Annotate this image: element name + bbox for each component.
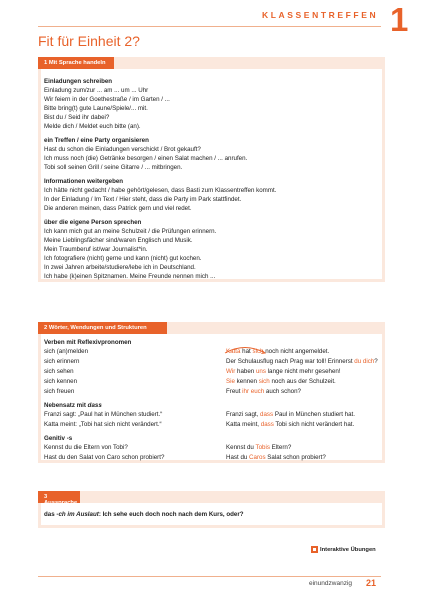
text-segment: Tobi sich nicht verändert hat. xyxy=(273,420,355,428)
group-heading: ein Treffen / eine Party organisieren xyxy=(44,136,149,144)
reflexive-example xyxy=(226,368,341,377)
reflexive-verb: sich kennen xyxy=(44,377,78,385)
text-segment: : Ich sehe euch doch noch nach dem Kurs, oder? xyxy=(98,511,244,518)
text-segment: ihr euch xyxy=(242,387,265,395)
text-segment: sich xyxy=(252,347,264,355)
section-body-2 xyxy=(41,334,382,460)
reflexive-example xyxy=(226,358,378,367)
phrase-line: Die anderen meinen, dass Patrick gern und viel redet. xyxy=(44,204,192,212)
section-aussprache xyxy=(38,491,385,528)
page-title: Fit für Einheit 2? xyxy=(38,33,140,49)
header-divider xyxy=(38,26,381,27)
text-segment: im Auslaut xyxy=(67,511,99,518)
genitiv-von: Hast du den Salat von Caro schon probiert? xyxy=(44,453,165,461)
text-segment: Katta xyxy=(226,347,241,355)
text-segment: haben xyxy=(235,367,256,375)
group-heading: Einladungen schreiben xyxy=(44,78,113,85)
reflexive-verb: sich sehen xyxy=(44,367,74,375)
text-segment: Paul in München studiert hat. xyxy=(273,410,355,418)
genitiv-s xyxy=(226,454,326,463)
section-tab-1: 1 Mit Sprache handeln xyxy=(38,57,114,69)
phrase-line: Ich habe (k)einen Spitznamen. Meine Freunde nennen mich ... xyxy=(44,272,216,280)
text-segment: hat xyxy=(240,347,253,355)
interactive-exercises-link[interactable]: Interaktive Übungen xyxy=(320,547,376,553)
phrase-line: Melde dich / Meldet euch bitte (an). xyxy=(44,122,141,130)
text-segment: dass xyxy=(260,410,274,418)
reflexive-verb: sich erinnern xyxy=(44,357,80,365)
text-segment: Hast du xyxy=(226,453,250,461)
text-segment: Nebensatz mit xyxy=(44,401,88,409)
genitiv-von: Kennst du die Eltern von Tobi? xyxy=(44,443,128,451)
section-tab-3: 3 xyxy=(38,491,80,503)
phrase-line: Bist du / Seid ihr dabei? xyxy=(44,113,110,121)
phrase-line: Ich hätte nicht gedacht / habe gehört/gelesen, dass Basti zum Klassentreffen kommt. xyxy=(44,186,277,194)
phrase-line: Tobi soll seinen Grill / seine Gitarre / ... mitbringen. xyxy=(44,163,183,171)
group-heading: Informationen weitergeben xyxy=(44,178,124,185)
footer-divider xyxy=(38,576,381,577)
phrase-line: Einladung zum/zur ... am ... um ... Uhr xyxy=(44,86,149,94)
text-segment: dass xyxy=(87,401,102,409)
interactive-exercises-icon[interactable] xyxy=(311,546,318,553)
reflexive-link-arrow-icon xyxy=(222,345,268,354)
indirect-speech xyxy=(226,421,354,430)
text-segment: Wir xyxy=(226,367,236,375)
phrase-line: Meine Lieblingsfächer sind/waren Englisch und Musik. xyxy=(44,236,193,244)
text-segment: Salat schon probiert? xyxy=(265,453,326,461)
text-segment: Katta meint, xyxy=(226,420,261,428)
aussprache-line xyxy=(44,511,244,520)
verbs-heading: Verben mit Reflexivpronomen xyxy=(44,339,132,346)
text-segment: Franzi sagt, xyxy=(226,410,261,418)
reflexive-example xyxy=(226,388,301,397)
text-segment: kennen xyxy=(234,377,259,385)
page-number-word: einundzwanzig xyxy=(309,580,353,587)
nebensatz-heading xyxy=(44,402,102,411)
text-segment: -ch xyxy=(56,511,66,518)
text-segment: dass xyxy=(260,420,274,428)
section-tab-2: 2 Wörter, Wendungen und Strukturen xyxy=(38,322,167,334)
chapter-title: KLASSENTREFFEN xyxy=(262,10,379,20)
group-heading: über die eigene Person sprechen xyxy=(44,219,142,227)
text-segment: uns xyxy=(255,367,266,375)
text-segment: Kennst du xyxy=(226,443,256,451)
phrase-line: In der Einladung / Im Text / Hier steht, dass die Party im Park stattfindet. xyxy=(44,195,242,203)
phrase-line: In zwei Jahren arbeite/studiere/lebe ich in Deutschland. xyxy=(44,263,196,271)
genitiv-s xyxy=(226,444,291,453)
text-segment: auch schon? xyxy=(264,387,301,395)
text-segment: Der Schulausflug nach Prag war toll! Erinnerst xyxy=(226,357,355,365)
direct-speech: Franzi sagt: „Paul hat in München studiert.“ xyxy=(44,410,163,418)
text-segment: Eltern? xyxy=(269,443,292,451)
reflexive-example xyxy=(226,378,336,387)
reflexive-verb: sich freuen xyxy=(44,387,75,395)
text-segment: ? xyxy=(374,357,378,365)
text-segment: lange nicht mehr gesehen! xyxy=(265,367,341,375)
text-segment: sich xyxy=(258,377,270,385)
text-segment: du dich xyxy=(354,357,375,365)
page-number: 21 xyxy=(366,578,377,588)
phrase-line: Bitte bring(t) gute Laune/Spiele/... mit. xyxy=(44,104,148,112)
phrase-line: Mein Traumberuf ist/war Journalist*in. xyxy=(44,245,148,253)
chapter-number: 1 xyxy=(390,1,409,38)
genitiv-heading: Genitiv -s xyxy=(44,434,73,442)
text-segment: Sie xyxy=(226,377,235,385)
text-segment: noch aus der Schulzeit. xyxy=(269,377,336,385)
phrase-line: Ich kann mich gut an meine Schulzeit / die Prüfungen erinnern. xyxy=(44,228,217,235)
indirect-speech xyxy=(226,411,355,420)
phrase-line: Wir feiern in der Goethestraße / im Garten / ... xyxy=(44,95,170,103)
direct-speech: Katta meint: „Tobi hat sich nicht verändert.“ xyxy=(44,420,162,428)
phrase-line: Ich muss noch (die) Getränke besorgen / einen Salat machen / ... anrufen. xyxy=(44,154,248,162)
text-segment: noch nicht angemeldet. xyxy=(263,347,330,355)
phrase-line: Ich fotografiere (nicht) gerne und kann (nicht) gut kochen. xyxy=(44,254,202,262)
phrase-line: Hast du schon die Einladungen verschickt / Brot gekauft? xyxy=(44,145,201,153)
text-segment: Tobis xyxy=(255,443,270,451)
text-segment: das xyxy=(44,511,57,518)
reflexive-verb: sich (an)melden xyxy=(44,347,89,355)
text-segment: Freut xyxy=(226,387,243,395)
text-segment: Caros xyxy=(249,453,266,461)
